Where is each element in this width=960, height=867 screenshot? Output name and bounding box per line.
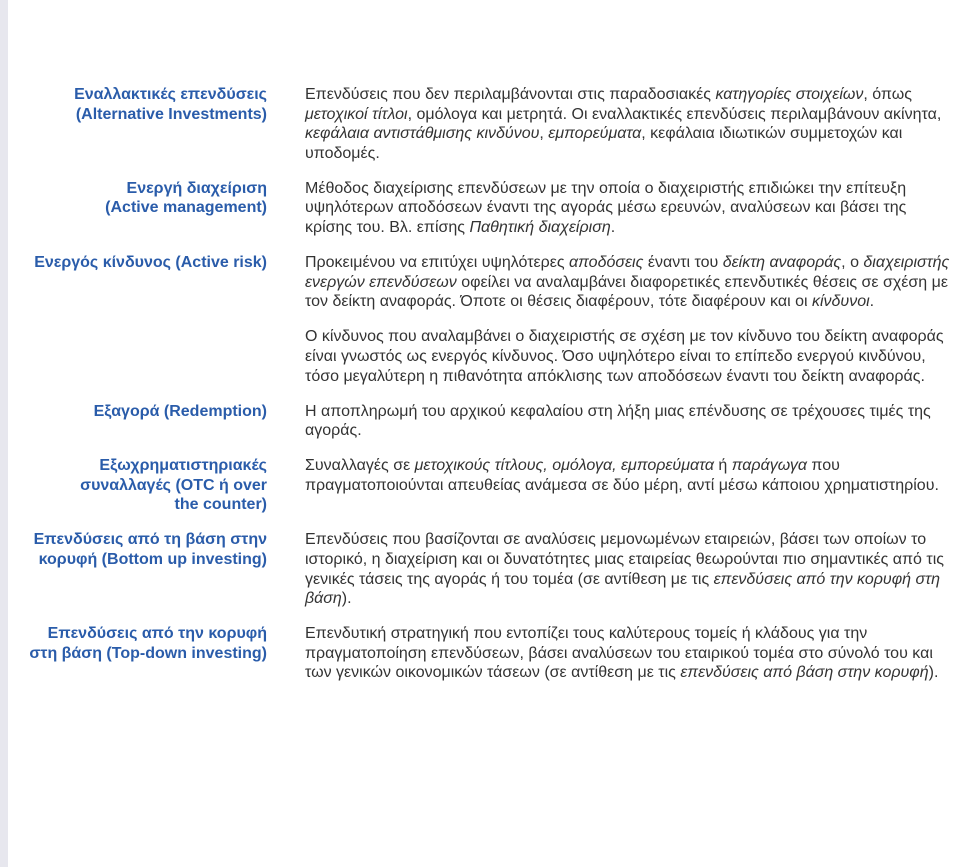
definition-paragraph	[305, 85, 955, 163]
cross-reference-term: διαχειριστής ενεργών επενδύσεων	[305, 254, 950, 291]
glossary-definition	[305, 530, 955, 608]
glossary-entry	[10, 85, 955, 163]
definition-text: Επενδυτική στρατηγική που εντοπίζει τους καλύτερους τομείς ή κλάδους για την πραγματοποίηση επενδύσεων, βάσει αναλύσεων του εταιρικού τομέα στο σύνολό του και των γενικών οικονομικών τάσεων (σε αντίθεση με τις	[305, 625, 933, 682]
definition-paragraph	[305, 624, 955, 683]
definition-paragraph	[305, 530, 955, 608]
cross-reference-term: δείκτη αναφοράς	[722, 254, 842, 272]
definition-text: οφείλει να αναλαμβάνει διαφορετικές επενδυτικές θέσεις σε σχέση με τον δείκτη αναφοράς. Όποτε οι θέσεις διαφέρουν, τότε διαφέρουν και οι	[305, 273, 948, 311]
glossary-definition	[305, 624, 955, 683]
glossary-term-line: (Active management)	[105, 199, 267, 217]
glossary-definition	[305, 402, 955, 441]
definition-text: Ο κίνδυνος που αναλαμβάνει ο διαχειριστής σε σχέση με τον κίνδυνο του δείκτη αναφοράς είναι γνωστός ως ενεργός κίνδυνος. Όσο υψηλότερο είναι το επίπεδο ενεργού κινδύνου, τόσο μεγαλύτερη η πιθανότητα απόκλισης των αποδόσεων έναντι του δείκτη αναφοράς.	[305, 328, 944, 385]
glossary-term-line: Εναλλακτικές επενδύσεις	[74, 86, 267, 103]
glossary-entry	[10, 624, 955, 683]
definition-paragraph	[305, 402, 955, 441]
definition-paragraph	[305, 456, 955, 495]
definition-text: ).	[928, 664, 939, 682]
definition-text: Συναλλαγές σε	[305, 457, 415, 475]
glossary-term-line: Ενεργή διαχείριση	[126, 179, 267, 197]
cross-reference-term: μετοχικοί τίτλοι	[305, 105, 408, 123]
glossary-term-line: the counter)	[174, 496, 267, 514]
glossary-term-line: (Alternative Investments)	[75, 105, 267, 123]
definition-text: .	[869, 293, 875, 311]
glossary-term	[10, 402, 267, 441]
glossary-entry	[10, 456, 955, 515]
definition-paragraph	[305, 327, 955, 386]
glossary-term	[10, 85, 267, 163]
definition-text: Μέθοδος διαχείρισης επενδύσεων με την οποία ο διαχειριστής επιδιώκει την επίτευξη υψηλότερων αποδόσεων έναντι της αγοράς μέσω ερευνών, αναλύσεων και βάσει της κρίσης του. Βλ. επίσης	[305, 179, 907, 237]
definition-paragraph	[305, 253, 955, 312]
cross-reference-term: επενδύσεις από την κορυφή στη βάση	[305, 570, 940, 608]
definition-text: που πραγματοποιούνται απευθείας ανάμεσα σε δύο μέρη, αντί μέσω κάποιου χρηματιστηρίου.	[305, 457, 939, 494]
cross-reference-term: κατηγορίες στοιχείων	[715, 86, 864, 103]
cross-reference-term: κίνδυνοι	[811, 293, 870, 311]
cross-reference-term: παράγωγα	[731, 457, 807, 475]
page-edge-strip	[0, 0, 8, 867]
definition-text: Προκειμένου να επιτύχει υψηλότερες	[305, 254, 570, 272]
glossary-term	[10, 530, 267, 608]
definition-text: Επενδύσεις που βασίζονται σε αναλύσεις μεμονωμένων εταιρειών, βάσει των οποίων το ιστορικό, η διαχείριση και οι δυνατότητες μιας εταιρείας θεωρούνται πιο σημαντικές από τις γενικές τάσεις της αγοράς ή του τομέα (σε αντίθεση με τις	[305, 531, 944, 588]
glossary-entry	[10, 530, 955, 608]
definition-text: Η αποπληρωμή του αρχικού κεφαλαίου στη λήξη μιας επένδυσης σε τρέχουσες τιμές της αγοράς.	[305, 402, 931, 440]
glossary-entry	[10, 402, 955, 441]
glossary-term-line: Επενδύσεις από την κορυφή	[47, 625, 267, 643]
glossary-definition	[305, 179, 955, 238]
definition-text: , όπως	[863, 86, 912, 103]
glossary-definition	[305, 253, 955, 386]
glossary-term	[10, 253, 267, 386]
glossary-term-line: Εξαγορά (Redemption)	[93, 402, 267, 420]
glossary-term-line: συναλλαγές (OTC ή over	[80, 476, 267, 494]
glossary-term	[10, 179, 267, 238]
definition-text: .	[610, 219, 616, 237]
glossary-term-line: Ενεργός κίνδυνος (Active risk)	[34, 254, 267, 272]
definition-text: έναντι του	[643, 254, 723, 272]
glossary-list	[10, 85, 955, 699]
cross-reference-term: αποδόσεις	[569, 254, 644, 272]
definition-text: , ομόλογα και μετρητά. Οι εναλλακτικές επενδύσεις περιλαμβάνουν ακίνητα,	[407, 105, 942, 123]
glossary-term-line: στη βάση (Top-down investing)	[29, 644, 267, 662]
glossary-entry	[10, 179, 955, 238]
glossary-definition	[305, 456, 955, 515]
definition-paragraph	[305, 179, 955, 238]
cross-reference-term: επενδύσεις από βάση στην κορυφή	[680, 664, 929, 682]
definition-text: , ο	[841, 254, 864, 272]
glossary-entry	[10, 253, 955, 386]
definition-text: ή	[713, 457, 732, 475]
glossary-term-line: Επενδύσεις από τη βάση στην	[33, 531, 267, 549]
cross-reference-term: μετοχικούς τίτλους, ομόλογα, εμπορεύματα	[414, 457, 714, 475]
definition-text: ,	[539, 125, 549, 143]
definition-text: Επενδύσεις που δεν περιλαμβάνονται στις παραδοσιακές	[305, 86, 716, 103]
definition-text: ).	[341, 590, 352, 608]
glossary-term-line: Εξωχρηματιστηριακές	[99, 457, 267, 475]
cross-reference-term: εμπορεύματα	[548, 125, 642, 143]
definition-text: , κεφάλαια ιδιωτικών συμμετοχών και υποδομές.	[305, 125, 903, 162]
glossary-definition	[305, 85, 955, 163]
cross-reference-term: κεφάλαια αντιστάθμισης κινδύνου	[305, 125, 540, 143]
glossary-term-line: κορυφή (Bottom up investing)	[38, 550, 267, 568]
glossary-term	[10, 456, 267, 515]
cross-reference-term: Παθητική διαχείριση	[469, 219, 611, 237]
glossary-term	[10, 624, 267, 683]
